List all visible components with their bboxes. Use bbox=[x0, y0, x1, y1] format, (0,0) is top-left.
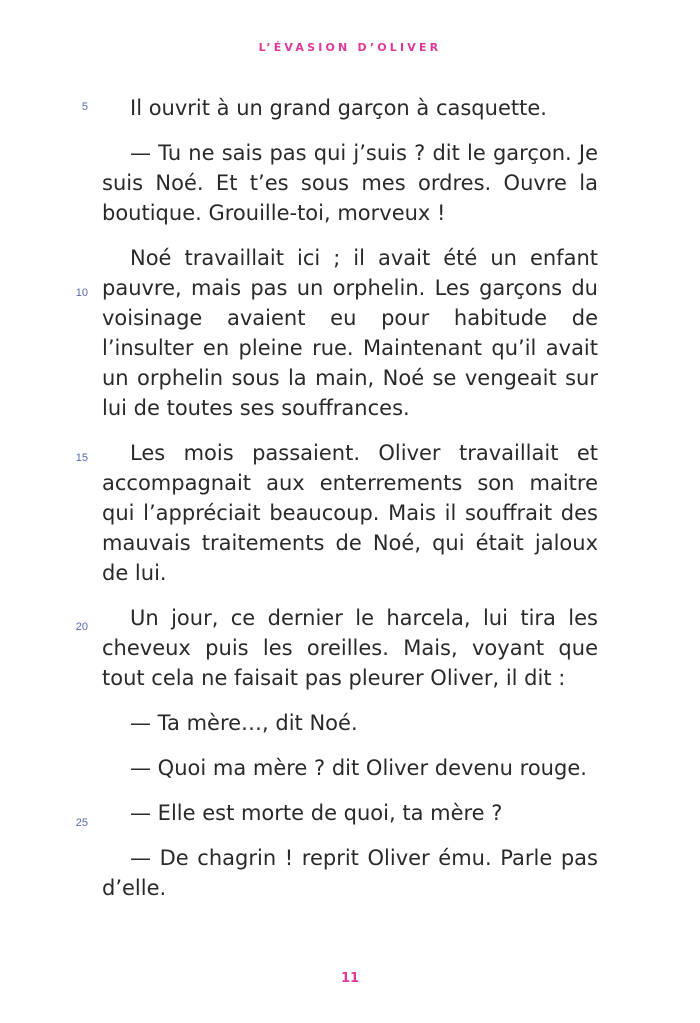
line-number-10: 10 bbox=[75, 287, 88, 299]
paragraph: — Tu ne sais pas qui j’suis ? dit le garçon. Je suis Noé. Et t’es sous mes ordres. Ouvre la boutique. Grouille-toi, morveux ! bbox=[102, 141, 598, 225]
running-head: L’ÉVASION D’OLIVER bbox=[258, 41, 442, 54]
paragraph: — Ta mère…, dit Noé. bbox=[130, 711, 358, 735]
line-number-5: 5 bbox=[81, 101, 88, 113]
paragraph: Il ouvrit à un grand garçon à casquette. bbox=[130, 96, 547, 120]
paragraph: Les mois passaient. Oliver travaillait et accompagnait aux enterrements son maitre qui l’appréciait beaucoup. Mais il souffrait des mauvais traitements de Noé, qui était jaloux de lui. bbox=[102, 441, 598, 585]
line-number-20: 20 bbox=[75, 621, 88, 633]
paragraph: — De chagrin ! reprit Oliver ému. Parle pas d’elle. bbox=[102, 846, 598, 900]
page-number: 11 bbox=[340, 971, 360, 986]
paragraph: — Elle est morte de quoi, ta mère ? bbox=[130, 801, 503, 825]
body-text bbox=[102, 93, 598, 918]
paragraph: Un jour, ce dernier le harcela, lui tira les cheveux puis les oreilles. Mais, voyant que tout cela ne faisait pas pleurer Oliver, il dit : bbox=[102, 606, 598, 690]
line-number-15: 15 bbox=[75, 452, 88, 464]
paragraph: — Quoi ma mère ? dit Oliver devenu rouge. bbox=[130, 756, 587, 780]
line-number-25: 25 bbox=[75, 817, 88, 829]
paragraph: Noé travaillait ici ; il avait été un enfant pauvre, mais pas un orphelin. Les garçons du voisinage avaient eu pour habitude de l’insulter en pleine rue. Maintenant qu’il avait un orphelin sous la main, Noé se vengeait sur lui de toutes ses souffrances. bbox=[102, 246, 598, 420]
